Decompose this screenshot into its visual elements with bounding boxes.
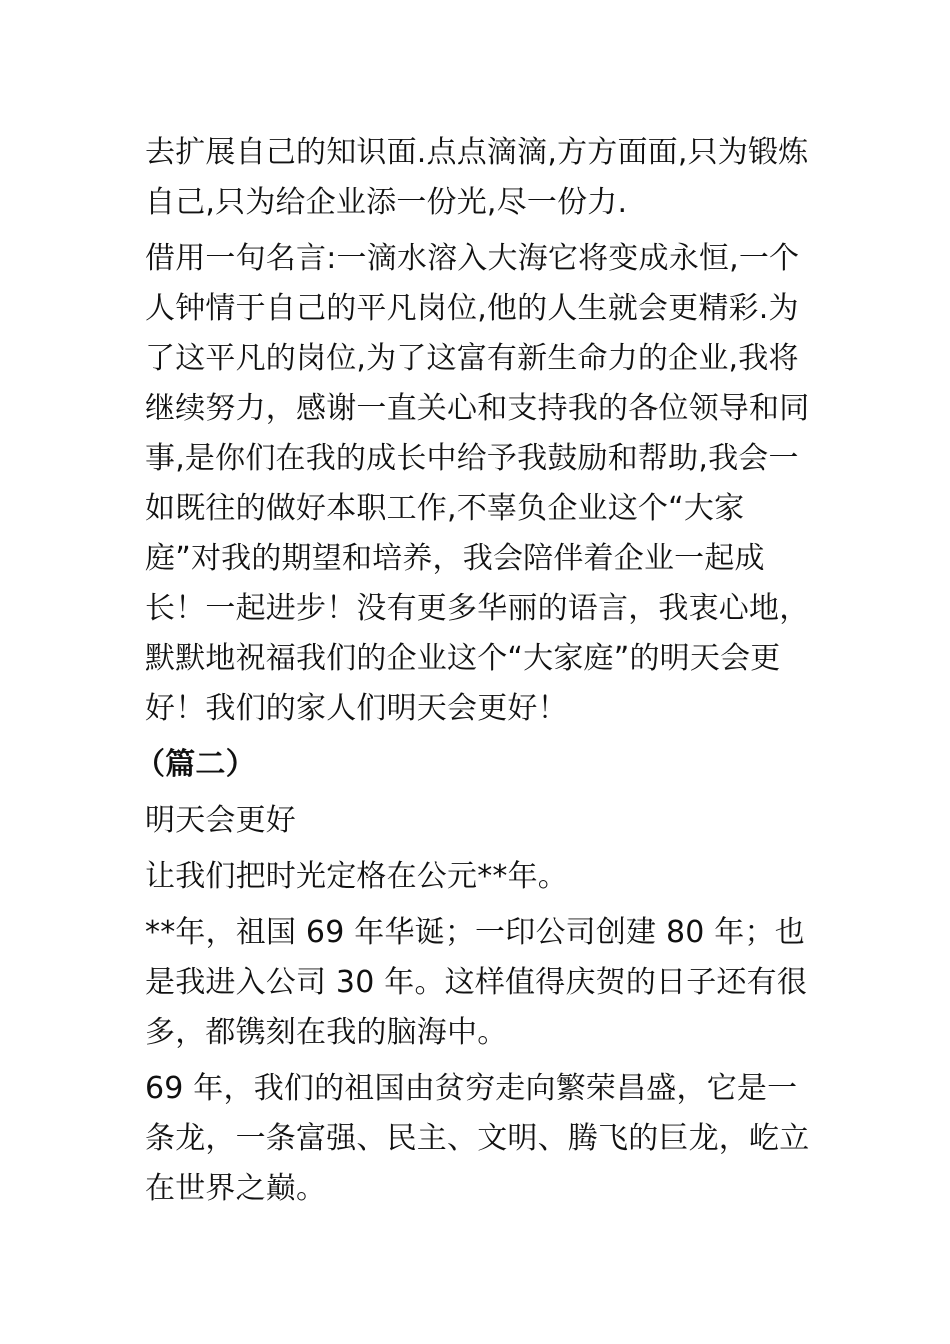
section-title: 明天会更好 xyxy=(145,803,296,838)
paragraph-intro: 让我们把时光定格在公元**年。 xyxy=(145,859,568,894)
document-page xyxy=(135,128,810,1220)
paragraph-continuation: 去扩展自己的知识面.点点滴滴,方方面面,只为锻炼自己,只为给企业添一份光,尽一份力. xyxy=(145,135,809,220)
paragraph-quote: 借用一句名言:一滴水溶入大海它将变成永恒,一个人钟情于自己的平凡岗位,他的人生就会更精彩.为了这平凡的岗位,为了这富有新生命力的企业,我将继续努力，感谢一直关心和支持我的各位领导和同事,是你们在我的成长中给予我鼓励和帮助,我会一如既往的做好本职工作,不辜负企业这个“大家庭”对我的期望和培养，我会陪伴着企业一起成长！一起进步！没有更多华丽的语言，我衷心地，默默地祝福我们的企业这个“大家庭”的明天会更好！我们的家人们明天会更好！ xyxy=(145,241,810,726)
paragraph-anniversaries: **年，祖国 69 年华诞；一印公司创建 80 年；也是我进入公司 30 年。这样值得庆贺的日子还有很多，都镌刻在我的脑海中。 xyxy=(145,915,808,1050)
paragraph-motherland: 69 年，我们的祖国由贫穷走向繁荣昌盛，它是一条龙，一条富强、民主、文明、腾飞的巨龙，屹立在世界之巅。 xyxy=(145,1071,810,1206)
section-heading: （篇二） xyxy=(135,747,256,782)
